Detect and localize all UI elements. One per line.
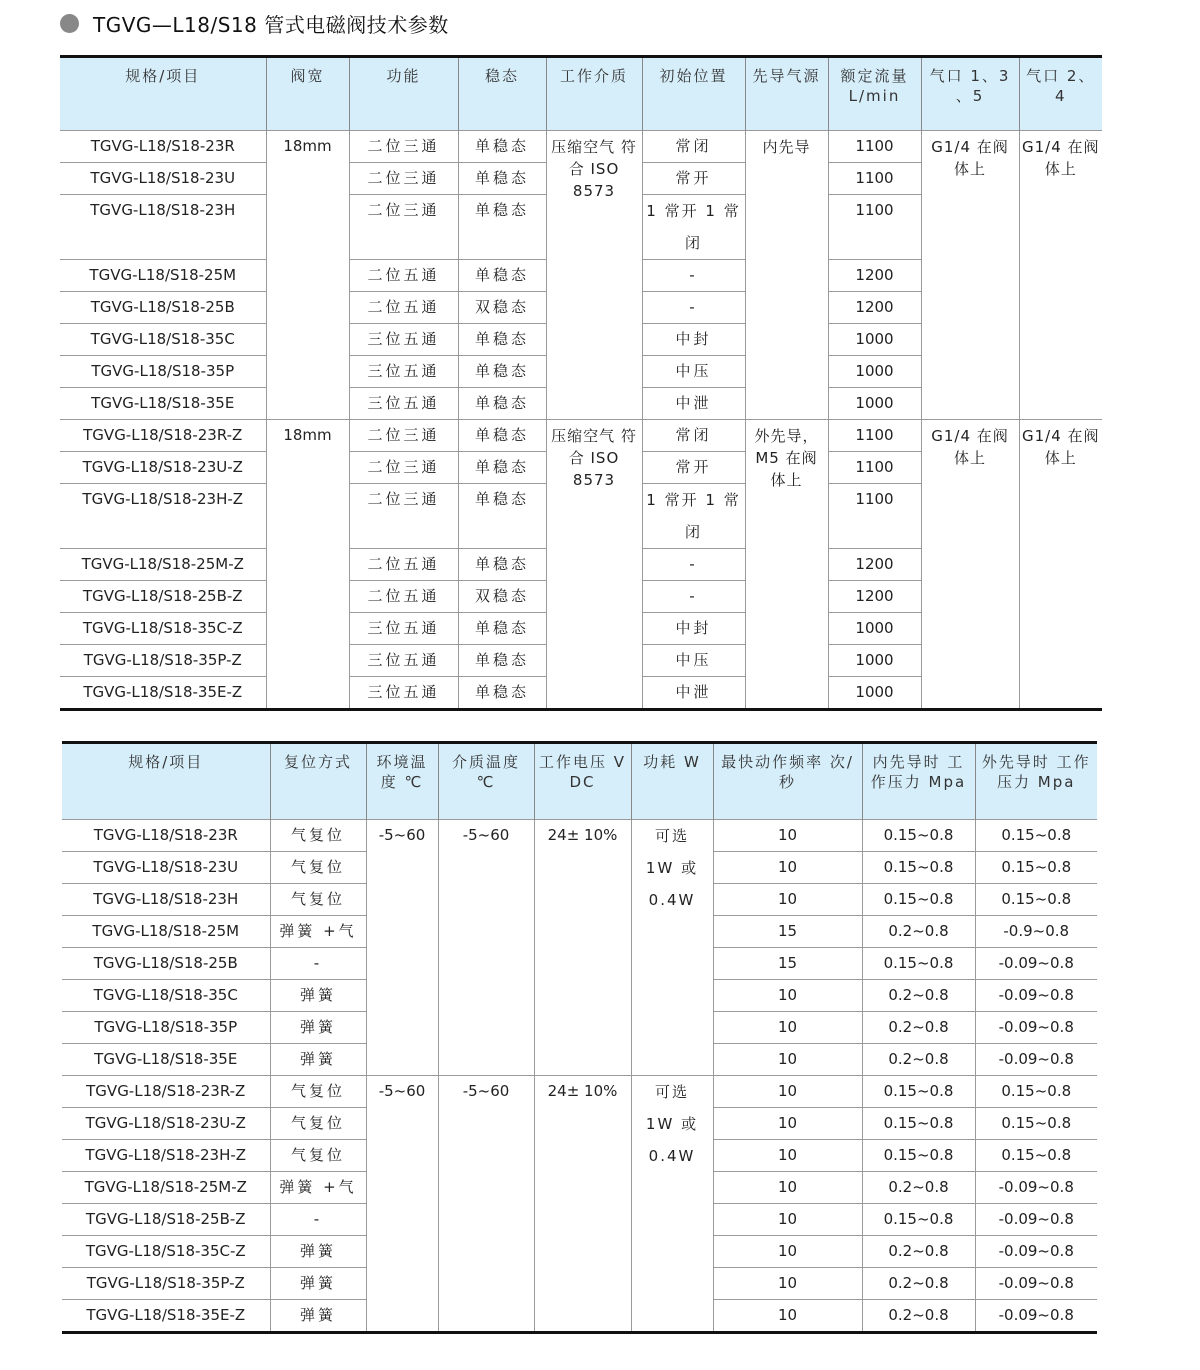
initial-position-cell: 中封 [642,613,745,645]
model-cell: TGVG-L18/S18-23R [60,131,266,163]
frequency-cell: 10 [713,1172,862,1204]
ambient-temp-cell: -5~60 [366,1076,438,1333]
initial-position-cell: 常闭 [642,420,745,452]
bullet-circle-icon [60,14,79,33]
outer-pilot-pressure-cell: -0.09~0.8 [975,1204,1097,1236]
model-cell: TGVG-L18/S18-35P [60,356,266,388]
initial-position-cell: 中压 [642,356,745,388]
model-cell: TGVG-L18/S18-35C [60,324,266,356]
model-cell: TGVG-L18/S18-25M-Z [60,549,266,581]
frequency-cell: 10 [713,1108,862,1140]
flow-cell: 1100 [828,163,921,195]
ambient-temp-cell: -5~60 [366,820,438,1076]
flow-cell: 1100 [828,195,921,260]
inner-pilot-pressure-cell: 0.2~0.8 [862,1172,975,1204]
state-cell: 单稳态 [458,484,546,549]
function-cell: 二位三通 [349,452,458,484]
col-header: 内先导时 工作压力 Mpa [862,743,975,820]
outer-pilot-pressure-cell: -0.09~0.8 [975,1044,1097,1076]
reset-method-cell: 弹簧 +气 [270,1172,366,1204]
reset-method-cell: 气复位 [270,820,366,852]
inner-pilot-pressure-cell: 0.15~0.8 [862,884,975,916]
flow-cell: 1000 [828,356,921,388]
model-cell: TGVG-L18/S18-35E-Z [60,677,266,710]
flow-cell: 1100 [828,452,921,484]
medium-cell: 压缩空气 符合 ISO 8573 [546,131,642,420]
initial-position-cell: - [642,581,745,613]
inner-pilot-pressure-cell: 0.15~0.8 [862,852,975,884]
outer-pilot-pressure-cell: -0.09~0.8 [975,948,1097,980]
frequency-cell: 10 [713,1140,862,1172]
valve-width-cell: 18mm [266,420,349,710]
inner-pilot-pressure-cell: 0.2~0.8 [862,980,975,1012]
model-cell: TGVG-L18/S18-25B-Z [62,1204,270,1236]
outer-pilot-pressure-cell: -0.09~0.8 [975,1236,1097,1268]
spec-table-electrical [62,741,1097,1334]
inner-pilot-pressure-cell: 0.15~0.8 [862,1076,975,1108]
flow-cell: 1100 [828,484,921,549]
outer-pilot-pressure-cell: 0.15~0.8 [975,820,1097,852]
outer-pilot-pressure-cell: 0.15~0.8 [975,1140,1097,1172]
spec-table-flow [60,55,1102,711]
col-header: 外先导时 工作压力 Mpa [975,743,1097,820]
flow-cell: 1200 [828,549,921,581]
model-cell: TGVG-L18/S18-23U-Z [62,1108,270,1140]
outer-pilot-pressure-cell: -0.09~0.8 [975,1268,1097,1300]
reset-method-cell: 气复位 [270,1140,366,1172]
flow-cell: 1200 [828,581,921,613]
flow-cell: 1000 [828,324,921,356]
col-header: 最快动作频率 次/秒 [713,743,862,820]
reset-method-cell: 弹簧 +气 [270,916,366,948]
col-header: 复位方式 [270,743,366,820]
frequency-cell: 10 [713,1012,862,1044]
col-header: 工作介质 [546,57,642,131]
initial-position-cell: 1 常开 1 常闭 [642,484,745,549]
flow-cell: 1100 [828,131,921,163]
function-cell: 二位三通 [349,163,458,195]
function-cell: 二位五通 [349,260,458,292]
flow-cell: 1000 [828,677,921,710]
reset-method-cell: - [270,1204,366,1236]
col-header: 功耗 W [631,743,713,820]
inner-pilot-pressure-cell: 0.2~0.8 [862,1236,975,1268]
col-header: 环境温度 ℃ [366,743,438,820]
outer-pilot-pressure-cell: -0.09~0.8 [975,980,1097,1012]
initial-position-cell: 中封 [642,324,745,356]
port-24-cell: G1/4 在阀体上 [1019,420,1102,710]
initial-position-cell: 常闭 [642,131,745,163]
table-row [60,131,1102,163]
model-cell: TGVG-L18/S18-23H [62,884,270,916]
state-cell: 单稳态 [458,420,546,452]
col-header: 功能 [349,57,458,131]
function-cell: 三位五通 [349,356,458,388]
frequency-cell: 10 [713,1076,862,1108]
inner-pilot-pressure-cell: 0.15~0.8 [862,820,975,852]
medium-cell: 压缩空气 符合 ISO 8573 [546,420,642,710]
model-cell: TGVG-L18/S18-35C-Z [60,613,266,645]
inner-pilot-pressure-cell: 0.15~0.8 [862,1108,975,1140]
frequency-cell: 10 [713,1044,862,1076]
function-cell: 二位五通 [349,549,458,581]
col-header: 稳态 [458,57,546,131]
initial-position-cell: - [642,260,745,292]
table-header-row [60,57,1102,131]
model-cell: TGVG-L18/S18-25B [60,292,266,324]
inner-pilot-pressure-cell: 0.15~0.8 [862,948,975,980]
inner-pilot-pressure-cell: 0.2~0.8 [862,916,975,948]
col-header: 先导气源 [745,57,828,131]
outer-pilot-pressure-cell: -0.9~0.8 [975,916,1097,948]
reset-method-cell: 弹簧 [270,1012,366,1044]
initial-position-cell: 常开 [642,163,745,195]
table-header-row [62,743,1097,820]
state-cell: 单稳态 [458,131,546,163]
flow-cell: 1000 [828,613,921,645]
valve-width-cell: 18mm [266,131,349,420]
outer-pilot-pressure-cell: 0.15~0.8 [975,1108,1097,1140]
power-cell: 可选 1W 或 0.4W [631,1076,713,1333]
flow-cell: 1000 [828,645,921,677]
state-cell: 单稳态 [458,260,546,292]
reset-method-cell: 气复位 [270,1076,366,1108]
function-cell: 二位三通 [349,420,458,452]
function-cell: 三位五通 [349,324,458,356]
reset-method-cell: 弹簧 [270,1268,366,1300]
state-cell: 双稳态 [458,292,546,324]
model-cell: TGVG-L18/S18-23H [60,195,266,260]
frequency-cell: 10 [713,852,862,884]
port-135-cell: G1/4 在阀体上 [921,420,1019,710]
frequency-cell: 10 [713,884,862,916]
state-cell: 单稳态 [458,356,546,388]
col-header: 介质温度 ℃ [438,743,534,820]
col-header: 阀宽 [266,57,349,131]
inner-pilot-pressure-cell: 0.2~0.8 [862,1268,975,1300]
function-cell: 二位三通 [349,484,458,549]
flow-cell: 1000 [828,388,921,420]
state-cell: 单稳态 [458,452,546,484]
initial-position-cell: 中压 [642,645,745,677]
medium-temp-cell: -5~60 [438,1076,534,1333]
reset-method-cell: 弹簧 [270,1300,366,1333]
inner-pilot-pressure-cell: 0.2~0.8 [862,1300,975,1333]
model-cell: TGVG-L18/S18-25B-Z [60,581,266,613]
initial-position-cell: 常开 [642,452,745,484]
function-cell: 二位五通 [349,581,458,613]
frequency-cell: 10 [713,1300,862,1333]
voltage-cell: 24± 10% [534,1076,631,1333]
reset-method-cell: 气复位 [270,1108,366,1140]
model-cell: TGVG-L18/S18-23H-Z [60,484,266,549]
function-cell: 三位五通 [349,677,458,710]
reset-method-cell: 弹簧 [270,1044,366,1076]
frequency-cell: 10 [713,1204,862,1236]
table-row [62,1076,1097,1108]
table-row [60,420,1102,452]
reset-method-cell: - [270,948,366,980]
col-header: 规格/项目 [62,743,270,820]
model-cell: TGVG-L18/S18-35E [60,388,266,420]
function-cell: 三位五通 [349,645,458,677]
model-cell: TGVG-L18/S18-35E [62,1044,270,1076]
model-cell: TGVG-L18/S18-23R-Z [62,1076,270,1108]
initial-position-cell: 1 常开 1 常闭 [642,195,745,260]
frequency-cell: 10 [713,1268,862,1300]
model-cell: TGVG-L18/S18-25M [62,916,270,948]
power-cell: 可选 1W 或 0.4W [631,820,713,1076]
model-cell: TGVG-L18/S18-25M [60,260,266,292]
frequency-cell: 15 [713,948,862,980]
outer-pilot-pressure-cell: -0.09~0.8 [975,1300,1097,1333]
pilot-source-cell: 外先导，M5 在阀体上 [745,420,828,710]
state-cell: 单稳态 [458,388,546,420]
outer-pilot-pressure-cell: -0.09~0.8 [975,1012,1097,1044]
state-cell: 单稳态 [458,613,546,645]
model-cell: TGVG-L18/S18-35C-Z [62,1236,270,1268]
col-header: 额定流量 L/min [828,57,921,131]
inner-pilot-pressure-cell: 0.15~0.8 [862,1204,975,1236]
model-cell: TGVG-L18/S18-23U [62,852,270,884]
voltage-cell: 24± 10% [534,820,631,1076]
port-135-cell: G1/4 在阀体上 [921,131,1019,420]
frequency-cell: 15 [713,916,862,948]
reset-method-cell: 气复位 [270,884,366,916]
initial-position-cell: 中泄 [642,388,745,420]
col-header: 工作电压 V DC [534,743,631,820]
model-cell: TGVG-L18/S18-35E-Z [62,1300,270,1333]
frequency-cell: 10 [713,980,862,1012]
function-cell: 三位五通 [349,613,458,645]
col-header: 初始位置 [642,57,745,131]
reset-method-cell: 气复位 [270,852,366,884]
model-cell: TGVG-L18/S18-23R-Z [60,420,266,452]
model-cell: TGVG-L18/S18-35P-Z [60,645,266,677]
col-header: 气口 1、3 、5 [921,57,1019,131]
initial-position-cell: - [642,292,745,324]
initial-position-cell: - [642,549,745,581]
outer-pilot-pressure-cell: 0.15~0.8 [975,884,1097,916]
model-cell: TGVG-L18/S18-23U-Z [60,452,266,484]
state-cell: 单稳态 [458,677,546,710]
flow-cell: 1100 [828,420,921,452]
page-title: TGVG—L18/S18 管式电磁阀技术参数 [93,12,449,37]
frequency-cell: 10 [713,820,862,852]
function-cell: 三位五通 [349,388,458,420]
model-cell: TGVG-L18/S18-35P [62,1012,270,1044]
flow-cell: 1200 [828,260,921,292]
port-24-cell: G1/4 在阀体上 [1019,131,1102,420]
frequency-cell: 10 [713,1236,862,1268]
state-cell: 单稳态 [458,645,546,677]
model-cell: TGVG-L18/S18-25M-Z [62,1172,270,1204]
state-cell: 单稳态 [458,324,546,356]
function-cell: 二位三通 [349,195,458,260]
inner-pilot-pressure-cell: 0.2~0.8 [862,1012,975,1044]
inner-pilot-pressure-cell: 0.2~0.8 [862,1044,975,1076]
model-cell: TGVG-L18/S18-25B [62,948,270,980]
model-cell: TGVG-L18/S18-23U [60,163,266,195]
state-cell: 双稳态 [458,581,546,613]
initial-position-cell: 中泄 [642,677,745,710]
model-cell: TGVG-L18/S18-23R [62,820,270,852]
state-cell: 单稳态 [458,549,546,581]
reset-method-cell: 弹簧 [270,980,366,1012]
model-cell: TGVG-L18/S18-35P-Z [62,1268,270,1300]
function-cell: 二位三通 [349,131,458,163]
state-cell: 单稳态 [458,195,546,260]
reset-method-cell: 弹簧 [270,1236,366,1268]
outer-pilot-pressure-cell: 0.15~0.8 [975,852,1097,884]
outer-pilot-pressure-cell: 0.15~0.8 [975,1076,1097,1108]
col-header: 气口 2、4 [1019,57,1102,131]
col-header: 规格/项目 [60,57,266,131]
table-row [62,820,1097,852]
model-cell: TGVG-L18/S18-35C [62,980,270,1012]
flow-cell: 1200 [828,292,921,324]
inner-pilot-pressure-cell: 0.15~0.8 [862,1140,975,1172]
function-cell: 二位五通 [349,292,458,324]
pilot-source-cell: 内先导 [745,131,828,420]
state-cell: 单稳态 [458,163,546,195]
outer-pilot-pressure-cell: -0.09~0.8 [975,1172,1097,1204]
medium-temp-cell: -5~60 [438,820,534,1076]
model-cell: TGVG-L18/S18-23H-Z [62,1140,270,1172]
page-heading [60,9,449,37]
